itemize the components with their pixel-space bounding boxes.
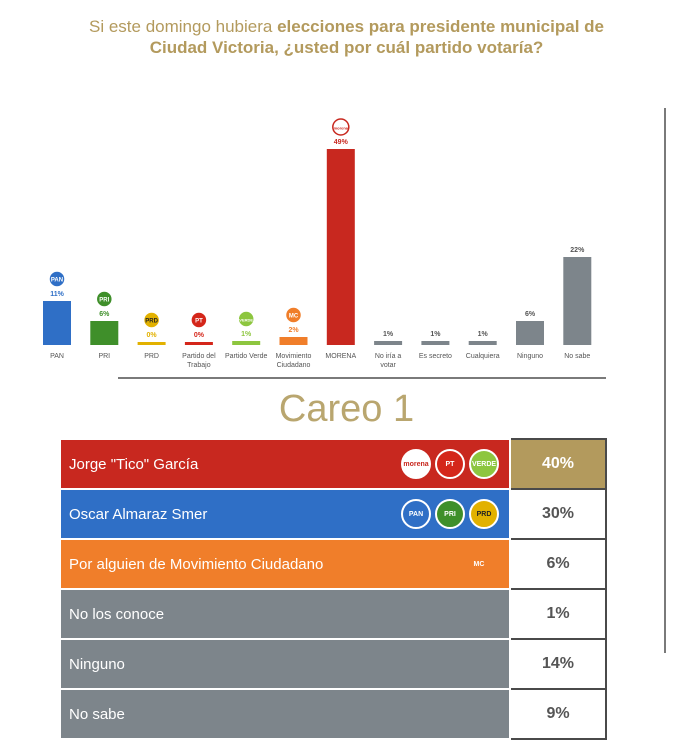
bar-11 <box>563 257 591 345</box>
careo-heading: Careo 1 <box>278 388 415 430</box>
category-label-4: Partido Verde <box>224 353 268 360</box>
value-label-10: 6% <box>524 311 536 318</box>
careo-candidate-cell <box>60 539 510 589</box>
category-label-6: MORENA <box>325 353 357 360</box>
careo-row <box>60 639 606 689</box>
bar-1 <box>90 321 118 345</box>
careo-row <box>60 489 606 539</box>
careo-candidate-cell <box>60 589 510 639</box>
careo-row <box>60 689 606 739</box>
bar-2 <box>138 342 166 345</box>
category-label-7: votar <box>380 362 396 369</box>
bar-7 <box>374 341 402 345</box>
bar-3 <box>185 342 213 345</box>
svg-text:MC: MC <box>288 313 299 320</box>
value-label-1: 6% <box>99 311 110 318</box>
bar-4 <box>232 341 260 345</box>
careo-percent: 9% <box>510 689 606 739</box>
bar-10 <box>516 321 544 345</box>
logo-prd-icon <box>144 312 160 328</box>
value-label-8: 1% <box>430 331 441 338</box>
careo-percent: 6% <box>510 539 606 589</box>
value-label-2: 0% <box>146 332 157 339</box>
bar-8 <box>421 341 449 345</box>
divider-vertical <box>664 108 666 653</box>
logo-verde-icon <box>238 311 254 327</box>
careo-table <box>59 438 607 740</box>
careo-candidate-label: Jorge "Tico" García <box>69 455 199 473</box>
value-label-7: 1% <box>383 331 394 338</box>
careo-candidate-label: No los conoce <box>69 605 165 623</box>
category-label-3: Trabajo <box>187 362 211 369</box>
careo-candidate-label: Ninguno <box>69 655 125 673</box>
party-logos <box>401 499 499 529</box>
bar-6 <box>327 149 355 345</box>
category-label-5: Movimiento <box>275 353 312 360</box>
category-label-0: PAN <box>50 353 64 360</box>
careo-row <box>60 439 606 489</box>
bar-9 <box>469 341 497 345</box>
bar-0 <box>43 301 71 345</box>
careo-percent: 14% <box>510 639 606 689</box>
careo-percent: 1% <box>510 589 606 639</box>
logo-pri-icon: PRI <box>435 499 465 529</box>
logo-pan-icon: PAN <box>401 499 431 529</box>
careo-candidate-cell <box>60 489 510 539</box>
title-plain: Si este domingo hubiera <box>89 17 278 36</box>
category-label-11: No sabe <box>564 353 591 360</box>
svg-text:PAN: PAN <box>50 277 64 284</box>
title-bold-line1: elecciones para presidente municipal de <box>277 17 604 36</box>
svg-text:morena: morena <box>333 125 349 131</box>
value-label-6: 49% <box>333 139 348 146</box>
logo-mc-icon: MC <box>473 560 485 568</box>
category-label-9: Cualquiera <box>465 353 500 360</box>
svg-text:PRI: PRI <box>99 297 110 304</box>
svg-text:PT: PT <box>195 318 203 325</box>
careo-candidate-label: Oscar Almaraz Smer <box>69 505 208 523</box>
title-bold-line2: Ciudad Victoria, ¿usted por cuál partido votaría? <box>149 38 544 57</box>
category-label-7: No iría a <box>374 353 402 360</box>
logo-morena-icon: morena <box>401 449 431 479</box>
divider-horizontal <box>118 377 606 379</box>
careo-candidate-label: Por alguien de Movimiento Ciudadano <box>69 555 324 573</box>
svg-text:VERDE: VERDE <box>239 317 254 323</box>
category-label-3: Partido del <box>182 353 216 360</box>
value-label-0: 11% <box>50 291 64 298</box>
party-logos <box>459 549 499 579</box>
logo-pri-icon <box>96 291 112 307</box>
logo-morena-icon <box>333 119 349 135</box>
value-label-4: 1% <box>241 331 252 338</box>
party-logos <box>401 449 499 479</box>
logo-pt-icon: PT <box>435 449 465 479</box>
category-label-2: PRD <box>144 353 159 360</box>
careo-percent: 40% <box>510 439 606 489</box>
value-label-3: 0% <box>193 332 204 339</box>
logo-pan-icon <box>49 271 65 287</box>
logo-verde-icon: VERDE <box>469 449 499 479</box>
careo-candidate-label: No sabe <box>69 705 125 723</box>
category-label-5: Ciudadano <box>276 362 311 369</box>
careo-candidate-cell <box>60 639 510 689</box>
value-label-11: 22% <box>570 247 585 254</box>
value-label-9: 1% <box>477 331 488 338</box>
logo-mc-icon <box>286 307 302 323</box>
category-label-10: Ninguno <box>516 353 544 360</box>
careo-percent: 30% <box>510 489 606 539</box>
logo-prd-icon: PRD <box>469 499 499 529</box>
careo-candidate-cell <box>60 689 510 739</box>
careo-row <box>60 589 606 639</box>
logo-pt-icon <box>191 312 207 328</box>
careo-candidate-cell <box>60 439 510 489</box>
category-label-1: PRI <box>98 353 111 360</box>
svg-text:PRD: PRD <box>145 318 158 325</box>
category-label-8: Es secreto <box>418 353 452 360</box>
bar-5 <box>280 337 308 345</box>
careo-row <box>60 539 606 589</box>
value-label-5: 2% <box>288 327 299 334</box>
